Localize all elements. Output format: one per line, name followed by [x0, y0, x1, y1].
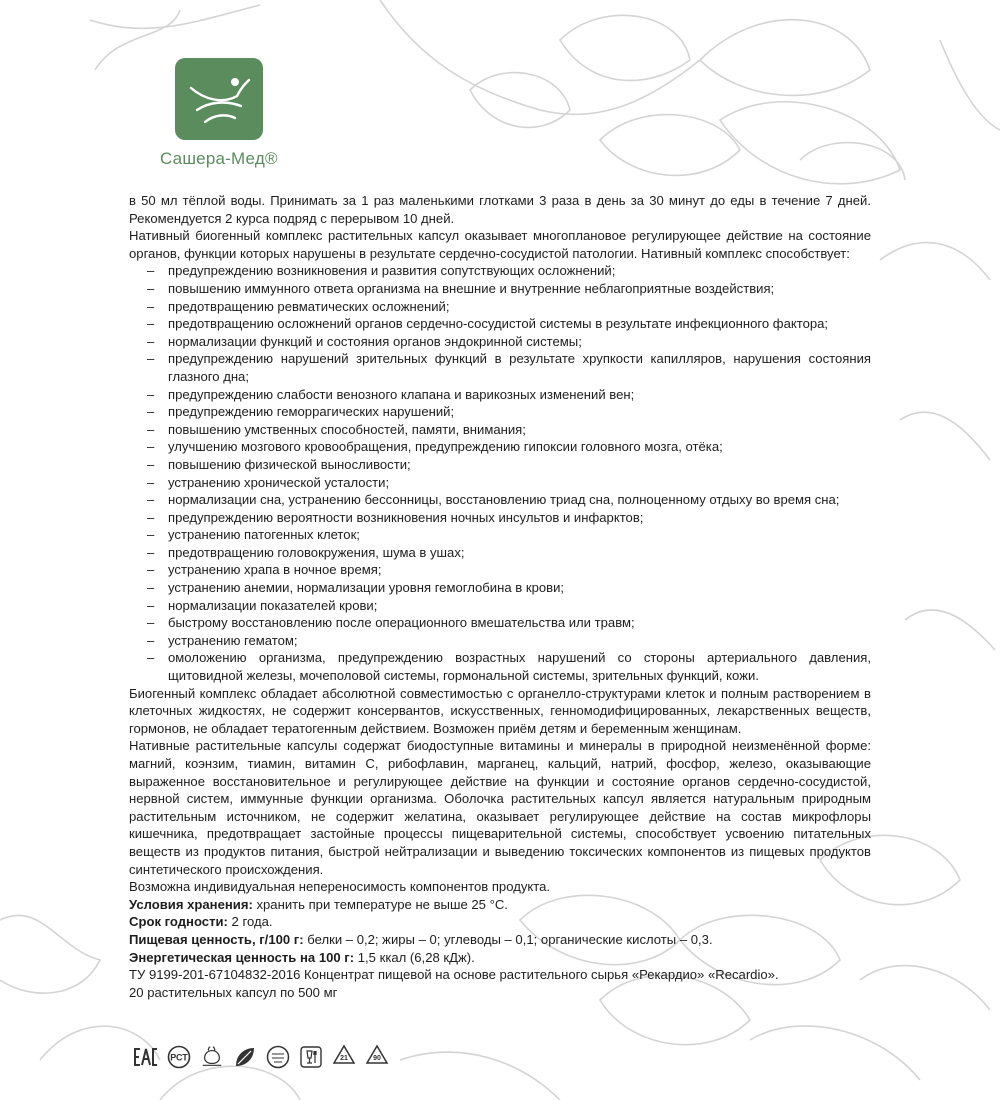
spec-value: 1,5 ккал (6,28 кДж).	[354, 949, 475, 965]
list-item: – нормализации показателей крови;	[168, 597, 871, 615]
spec-shelf-life	[129, 913, 871, 931]
spec-label: Энергетическая ценность на 100 г:	[129, 949, 355, 965]
spec-label: Срок годности:	[129, 914, 228, 930]
list-item: – нормализации сна, устранению бессонницы, восстановлению триад сна, полноценному отдыху во время сна;	[168, 491, 871, 509]
svg-text:РСТ: РСТ	[170, 1052, 188, 1063]
list-item: – устранению анемии, нормализации уровня гемоглобина в крови;	[168, 579, 871, 597]
spec-value: хранить при температуре не выше 25 °С.	[252, 896, 508, 912]
list-item: – быстрому восстановлению после операционного вмешательства или травм;	[168, 614, 871, 632]
list-item: – омоложению организма, предупреждению возрастных нарушений со стороны артериального давления, щитовидной железы, мочеполовой системы, гормональной системы, зрительных функций, кожи.	[168, 649, 871, 684]
list-item: – повышению иммунного ответа организма на внешние и внутренние неблагоприятные воздействия;	[168, 280, 871, 298]
certification-icons	[134, 1042, 389, 1072]
spec-value: белки – 0,2; жиры – 0; углеводы – 0,1; органические кислоты – 0,3.	[303, 931, 713, 947]
list-item: – устранению храпа в ночное время;	[168, 561, 871, 579]
list-item: – предотвращению ревматических осложнений;	[168, 298, 871, 316]
spec-label: Условия хранения:	[129, 896, 253, 912]
recycle-pp-icon	[365, 1045, 389, 1069]
spec-nutrition	[129, 931, 871, 949]
footer-line: 20 растительных капсул по 500 мг	[129, 984, 338, 1000]
spec-label: Пищевая ценность, г/100 г:	[129, 931, 304, 947]
product-description	[129, 192, 871, 1001]
list-item: – повышению умственных способностей, памяти, внимания;	[168, 421, 871, 439]
body-paragraph: Нативные растительные капсулы содержат биодоступные витамины и минералы в природной неизменённой форме: магний, коэнзим, тиамин, витамин С, рибофлавин, марганец, кальций, натрий, фосфор, железо, оказывающие выраженное восстановительное и регулирующее действие на функции и состояние органов сердечно-сосудистой, нервной систем, иммунные функции организма. Оболочка растительных капсул является натуральным природным растительным источником, не содержит желатина, оказывает регулирующее действие на состав микрофлоры кишечника, предотвращает застойные процессы пищеварительной системы, способствует усвоению питательных веществ из продуктов питания, быстрой нейтрализации и выведению токсических компонентов из пищевых продуктов синтетического происхождения.	[129, 738, 871, 877]
list-item: – предотвращению головокружения, шума в ушах;	[168, 544, 871, 562]
no-gmo-badge-icon	[266, 1045, 290, 1069]
recycle-pap-icon	[332, 1045, 356, 1069]
rst-icon	[167, 1045, 191, 1069]
list-item: – устранению хронической усталости;	[168, 474, 871, 492]
glass-fork-icon	[299, 1045, 323, 1069]
spec-storage	[129, 896, 871, 914]
list-item: – предотвращению осложнений органов сердечно-сосудистой системы в результате инфекционного фактора;	[168, 315, 871, 333]
brand-name: Сашера-Мед®	[160, 149, 278, 168]
brand-logo	[175, 58, 263, 140]
intro-paragraph: Нативный биогенный комплекс растительных капсул оказывает многоплановое регулирующее действие на состояние органов, функции которых нарушены в результате сердечно-сосудистой патологии. Нативный комплекс способствует:	[129, 228, 871, 261]
list-item: – предупреждению вероятности возникновения ночных инсультов и инфарктов;	[168, 509, 871, 527]
list-item: – улучшению мозгового кровообращения, предупреждению гипоксии головного мозга, отёка;	[168, 438, 871, 456]
spec-value: 2 года.	[227, 914, 273, 930]
swallow-leaf-icon	[175, 58, 263, 140]
body-paragraph: Биогенный комплекс обладает абсолютной совместимостью с органелло-структурами клеток и полным растворением в клеточных жидкостях, не содержит консервантов, искусственных, генномодифицированных, лекарственных веществ, гормонов, не обладает тератогенным действием. Возможен приём детям и беременным женщинам.	[129, 685, 871, 736]
list-item: – нормализации функций и состояния органов эндокринной системы;	[168, 333, 871, 351]
benefits-list	[129, 262, 871, 684]
no-gmo-leaf-icon	[233, 1045, 257, 1069]
not-tested-on-animals-icon	[200, 1045, 224, 1069]
eac-icon	[134, 1045, 158, 1069]
list-item: – устранению гематом;	[168, 632, 871, 650]
svg-text:90: 90	[373, 1055, 381, 1062]
spec-energy	[129, 949, 871, 967]
list-item: – предупреждению слабости венозного клапана и варикозных изменений вен;	[168, 386, 871, 404]
list-item: – предупреждению возникновения и развития сопутствующих осложнений;	[168, 262, 871, 280]
intro-paragraph: в 50 мл тёплой воды. Принимать за 1 раз маленькими глотками 3 раза в день за 30 минут до еды в течение 7 дней. Рекомендуется 2 курса подряд с перерывом 10 дней.	[129, 193, 871, 226]
footer-line: ТУ 9199-201-67104832-2016 Концентрат пищевой на основе растительного сырья «Рекардио» «Recardio».	[129, 967, 779, 983]
svg-text:21: 21	[340, 1055, 348, 1062]
list-item: – предупреждению нарушений зрительных функций в результате хрупкости капилляров, нарушения состояния глазного дна;	[168, 350, 871, 385]
list-item: – устранению патогенных клеток;	[168, 526, 871, 544]
list-item: – повышению физической выносливости;	[168, 456, 871, 474]
list-item: – предупреждению геморрагических нарушений;	[168, 403, 871, 421]
body-paragraph: Возможна индивидуальная непереносимость компонентов продукта.	[129, 879, 551, 895]
